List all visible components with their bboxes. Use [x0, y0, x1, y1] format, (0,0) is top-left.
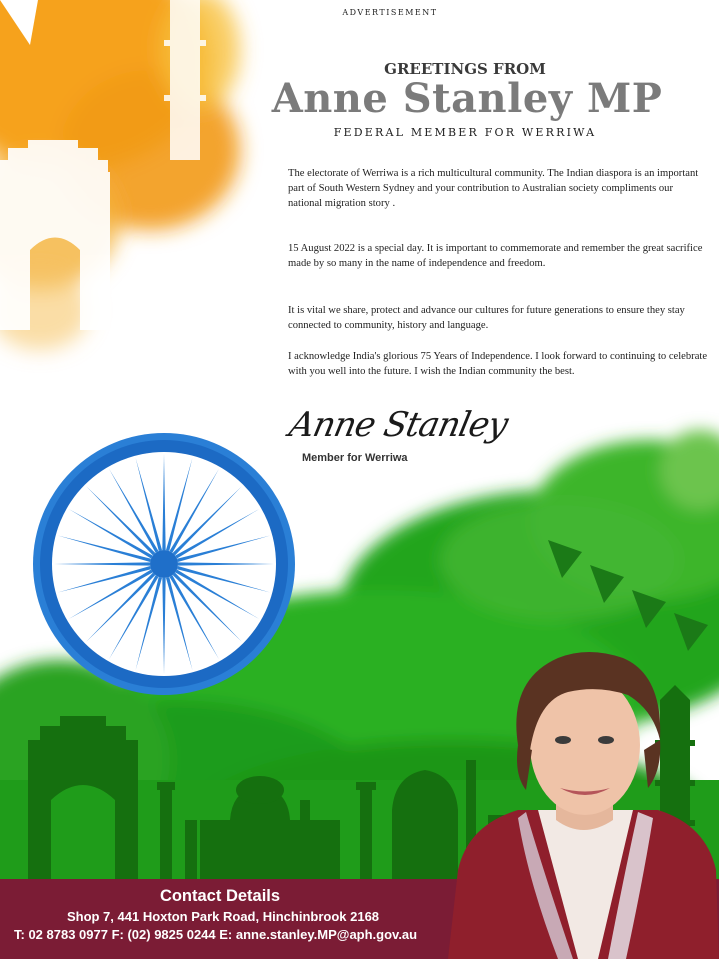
- message-paragraph: It is vital we share, protect and advance our cultures for future generations to ensure they stay connected to community, history and language.: [288, 305, 685, 331]
- signature-title: Member for Werriwa: [302, 452, 408, 464]
- message-paragraph: I acknowledge India's glorious 75 Years of Independence. I look forward to continuing to celebrate with you well into the future. I wish the Indian community the best.: [288, 351, 708, 377]
- signature: Anne Stanley: [285, 405, 511, 445]
- message-paragraph: The electorate of Werriwa is a rich multicultural community. The Indian diaspora is an important part of South Western Sydney and your contribution to Australian society compliments our national migration story .: [288, 168, 699, 209]
- advertisement-label: ADVERTISEMENT: [342, 8, 438, 17]
- greeting-heading: GREETINGS FROM: [384, 60, 546, 78]
- contact-address: Shop 7, 441 Hoxton Park Road, Hinchinbrook 2168: [66, 909, 380, 924]
- mp-name-heading: Anne Stanley MP: [271, 75, 663, 122]
- message-paragraph: 15 August 2022 is a special day. It is important to commemorate and remember the great sacrifice made by so many in the name of independence and freedom.: [288, 243, 703, 269]
- ashoka-chakra-icon: [32, 432, 296, 696]
- mp-subtitle: FEDERAL MEMBER FOR WERRIWA: [333, 126, 597, 139]
- contact-heading: Contact Details: [159, 887, 281, 905]
- contact-phone-email: T: 02 8783 0977 F: (02) 9825 0244 E: anne.stanley.MP@aph.gov.au: [14, 927, 418, 942]
- portrait-photo-lower: [448, 879, 719, 959]
